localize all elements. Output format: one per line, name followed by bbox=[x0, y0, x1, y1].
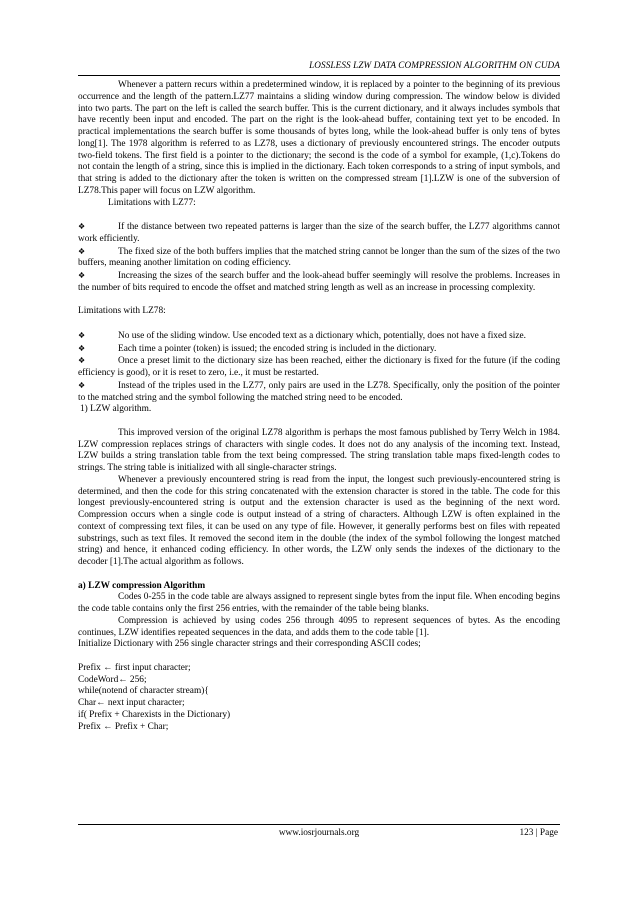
diamond-bullet-icon: ❖ bbox=[78, 343, 86, 353]
diamond-bullet-icon: ❖ bbox=[78, 271, 86, 280]
pseudocode-line: Char← next input character; bbox=[78, 698, 185, 708]
pseudocode-line: if( Prefix + Charexists in the Dictionary) bbox=[78, 709, 231, 720]
lz78-limitation-item: ❖ Each time a pointer (token) is issued; the encoded string is included in the dictionary. bbox=[78, 343, 437, 354]
lz77-limitations-heading: Limitations with LZ77: bbox=[108, 197, 196, 208]
running-title: LOSSLESS LZW DATA COMPRESSION ALGORITHM ON CUDA bbox=[309, 60, 560, 70]
paragraph-code-table: Codes 0-255 in the code table are always assigned to represent single bytes from the input file. When encoding begins the code table contains only the first 256 entries, with the remainder of the table being blanks. bbox=[78, 592, 560, 614]
pseudocode-line: Prefix ← Prefix + Char; bbox=[78, 721, 169, 732]
body-text bbox=[78, 80, 560, 733]
diamond-bullet-icon: ❖ bbox=[78, 356, 86, 366]
pseudocode-line: while(notend of character stream){ bbox=[78, 686, 209, 697]
page-number: 123 | Page bbox=[519, 828, 558, 838]
diamond-bullet-icon: ❖ bbox=[78, 222, 86, 231]
pseudocode-line: Prefix ← first input character; bbox=[78, 662, 191, 673]
lz78-limitation-item: ❖ Once a preset limit to the dictionary size has been reached, either the dictionary is fixed for the future (if the coding efficiency is good), or it is reset to zero, i.e., it must be restarted. bbox=[78, 356, 560, 378]
spacer bbox=[78, 295, 560, 307]
spacer bbox=[78, 209, 560, 221]
running-header bbox=[78, 60, 560, 76]
paragraph-lzw-intro: This improved version of the original LZ78 algorithm is perhaps the most famous published by Terry Welch in 1984. LZW compression replaces strings of characters with single codes. It does not do any analysis of the incoming text. Instead, LZW builds a string translation table from the text being compressed. The string translation table maps fixed-length codes to strings. The string table is initialized with all single-character strings. bbox=[78, 427, 560, 473]
paragraph-initialize: Initialize Dictionary with 256 single character strings and their corresponding ASCII codes; bbox=[78, 639, 421, 650]
paragraph-compression: Compression is achieved by using codes 256 through 4095 to represent sequences of bytes. As the encoding continues, LZW identifies repeated sequences in the data, and adds them to the code table [1]. bbox=[78, 615, 560, 638]
lz78-limitation-item: ❖ No use of the sliding window. Use encoded text as a dictionary which, potentially, does not have a fixed size. bbox=[78, 330, 526, 341]
journal-url: www.iosrjournals.org bbox=[278, 828, 360, 838]
pseudocode-line: CodeWord← 256; bbox=[78, 674, 147, 685]
lz78-limitations-heading: Limitations with LZ78: bbox=[78, 306, 166, 317]
diamond-bullet-icon: ❖ bbox=[78, 330, 86, 340]
spacer bbox=[78, 569, 560, 581]
lzw-compression-heading: a) LZW compression Algorithm bbox=[78, 580, 206, 591]
diamond-bullet-icon: ❖ bbox=[78, 380, 86, 390]
lz78-limitation-item: ❖ Instead of the triples used in the LZ77, only pairs are used in the LZ78. Specifically, only the position of the pointer to the matched string and the symbol following the matched string need to be encoded. bbox=[78, 380, 560, 403]
lz77-limitation-item: ❖ The fixed size of the both buffers implies that the matched string cannot be longer than the sum of the sizes of the two buffers, meaning another limitation on coding efficiency. bbox=[78, 246, 560, 269]
page-footer bbox=[78, 824, 560, 842]
paragraph-lz77-lz78-intro: Whenever a pattern recurs within a predetermined window, it is replaced by a pointer to the beginning of its previous occurrence and the length of the pattern.LZ77 maintains a sliding window during compression. The window below is divided into two parts. The part on the left is called the search buffer. This is the current dictionary, and it always includes symbols that have recently been input and encoded. The part on the right is the look-ahead buffer, containing text yet to be encoded. In practical implementations the search buffer is some thousands of bytes long, while the look-ahead buffer is only tens of bytes long[1]. The 1978 algorithm is referred to as LZ78, uses a dictionary of previously encountered strings. The encoder outputs two-field tokens. The first field is a pointer to the dictionary; the second is the code of a symbol for example, (1,c).Tokens do not contain the length of a string, since this is implied in the dictionary. Each token corresponds to a string of input symbols, and that string is added to the dictionary after the token is written on the compressed stream [1].LZW is one of the subversion of LZ78.This paper will focus on LZW algorithm. bbox=[78, 80, 560, 196]
lz77-limitation-item: ❖ If the distance between two repeated patterns is larger than the size of the search buffer, the LZ77 algorithms cannot work efficiently. bbox=[78, 222, 560, 244]
spacer bbox=[78, 651, 560, 663]
paragraph-lzw-details: Whenever a previously encountered string is read from the input, the longest such previously-encountered string is determined, and then the code for this string concatenated with the extension character is stored in the table. The code for this longest previously-encountered string is output and the extension character is used as the beginning of the next word. Compression occurs when a single code is output instead of a string of characters. Although LZW is often explained in the context of compressing text files, it can be used on any type of file. However, it generally performs best on files with repeated substrings, such as text files. It removed the second item in the double (the index of the symbol following the longest matched string) and hence, it enhanced coding efficiency. In other words, the LZW only sends the indexes of the dictionary to the decoder [1].The actual algorithm as follows. bbox=[78, 474, 560, 567]
spacer bbox=[78, 318, 560, 330]
diamond-bullet-icon: ❖ bbox=[78, 246, 86, 256]
lz77-limitation-item: ❖ Increasing the sizes of the search buffer and the look-ahead buffer seemingly will resolve the problems. Increases in the number of bits required to encode the offset and matched string length as well as an increase in processing complexity. bbox=[78, 271, 560, 293]
spacer bbox=[78, 416, 560, 428]
lzw-section-heading: 1) LZW algorithm. bbox=[80, 404, 152, 415]
pseudocode-block bbox=[78, 663, 560, 734]
